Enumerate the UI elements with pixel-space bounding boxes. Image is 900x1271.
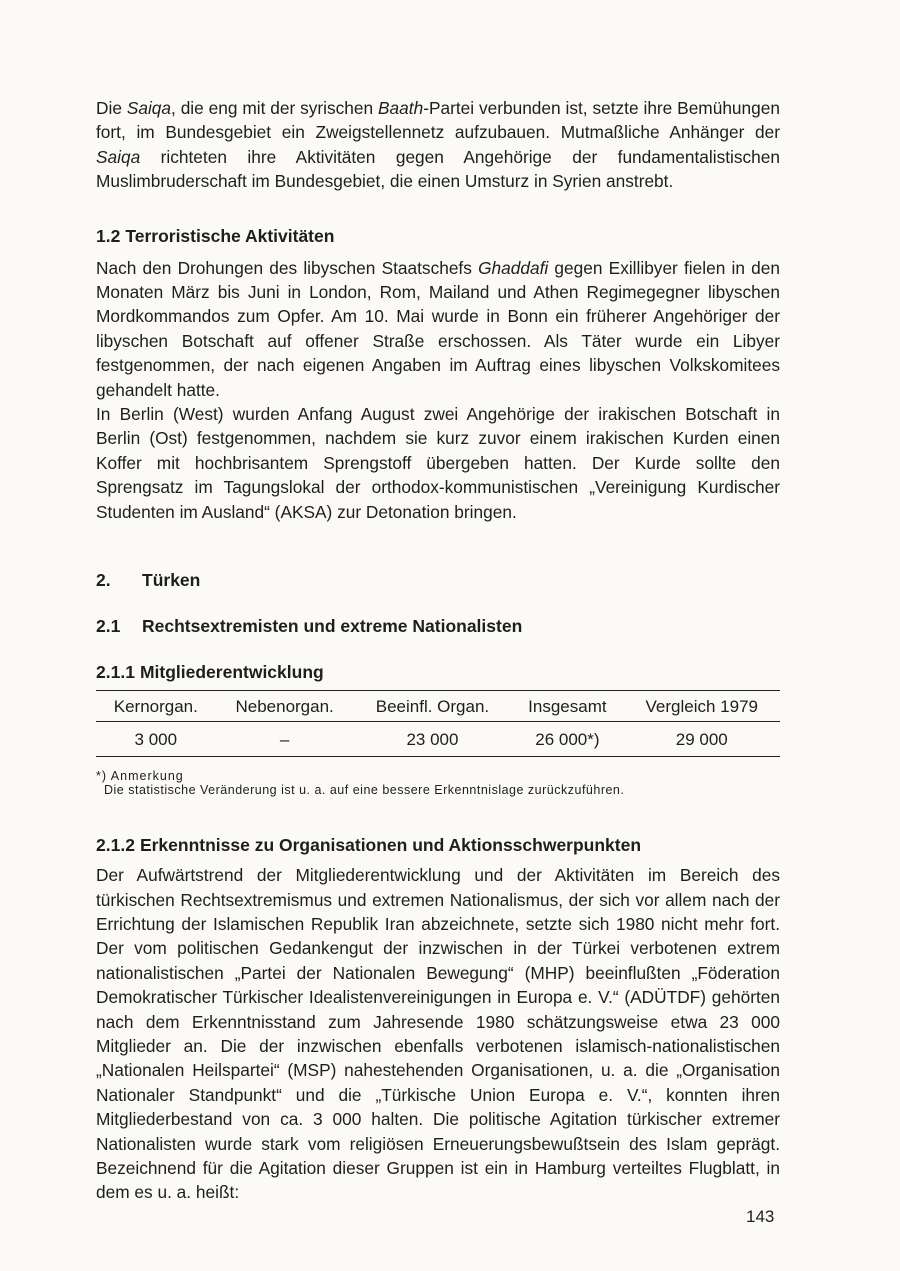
section-number: 1.2 bbox=[96, 225, 121, 246]
section-heading-2-1 bbox=[96, 614, 780, 638]
table-cell: 26 000*) bbox=[511, 722, 623, 757]
intro-text: -Partei verbunden ist, setzte ihre Bemühungen fort, im Bundesgebiet ein Zweigstellennetz aufzubauen. Mutmaßliche Anhänger der bbox=[96, 98, 780, 143]
intro-text: richteten ihre Aktivitäten gegen Angehörige der fundamentalistischen Muslimbruderschaft im Bundesgebiet, die einen Umsturz in Syrien anstrebt. bbox=[96, 146, 780, 192]
intro-saiqa-term: Saiqa bbox=[96, 146, 141, 167]
section-title: Rechtsextremisten und extreme Nationalisten bbox=[142, 616, 523, 637]
table-header-cell: Nebenorgan. bbox=[216, 691, 354, 722]
section-heading-2-1-2 bbox=[96, 833, 780, 857]
terror-paragraph-2: In Berlin (West) wurden Anfang August zwei Angehörige der irakischen Botschaft in Berlin (Ost) festgenommen, nachdem sie kurz zuvor einem irakischen Kurden einen Koffer mit hochbrisantem Sprengstoff übergeben hatten. Der Kurde sollte den Sprengsatz im Tagungslokal der orthodox-kommunistischen „Vereinigung Kurdischer Studenten im Ausland“ (AKSA) zur Detonation bringen. bbox=[96, 404, 780, 522]
paragraph-text: gegen Exillibyer fielen in den Monaten März bis Juni in London, Rom, Mailand und Athen Regimegegner libyschen Mordkommandos zum Opfer. Am 10. Mai wurde in Bonn ein früherer Angehöriger der libyschen Botschaft auf offener Straße erschossen. Als Täter wurde ein Libyer festgenommen, der nach eigenen Angaben im Auftrag eines libyschen Volkskomitees gehandelt hatte. bbox=[96, 257, 780, 400]
organisations-paragraph: Der Aufwärtstrend der Mitgliederentwicklung und der Aktivitäten im Bereich des türkischen Rechtsextremismus und extremen Nationalismus, der sich vor allem nach der Errichtung der Islamischen Republik Iran abzeichnete, setzte sich 1980 nicht mehr fort. Der vom politischen Gedankengut der inzwischen in der Türkei verbotenen extrem nationalistischen „Partei der Nationalen Bewegung“ (MHP) beeinflußten „Föderation Demokratischer Türkischer Idealistenvereinigungen in Europa e. V.“ (ADÜTDF) gehörten nach dem Erkenntnisstand zum Jahresende 1980 schätzungsweise etwa 23 000 Mitglieder an. Die der inzwischen ebenfalls verbotenen islamisch-nationalistischen „Nationalen Heilspartei“ (MSP) nahestehenden Organisationen, u. a. die „Organisation Nationaler Standpunkt“ und die „Türkische Union Europa e. V.“, konnten ihren Mitgliederbestand von ca. 3 000 halten. Die politische Agitation türkischer extremer Nationalisten wurde stark vom religiösen Erneuerungsbewußtsein des Islam geprägt. Bezeichnend für die Agitation dieser Gruppen ist ein in Hamburg verteiltes Flugblatt, in dem es u. a. heißt: bbox=[96, 865, 780, 1203]
membership-table bbox=[96, 690, 780, 757]
intro-text: , die eng mit der syrischen bbox=[171, 98, 379, 118]
intro-baath-term: Baath bbox=[378, 98, 424, 118]
table-header-row bbox=[96, 691, 780, 722]
table-footnote bbox=[96, 769, 780, 797]
section-heading-1-2 bbox=[96, 224, 780, 248]
section-heading-2 bbox=[96, 568, 780, 592]
intro-saiqa-term: Saiqa bbox=[126, 98, 172, 118]
section-title: Terroristische Aktivitäten bbox=[125, 225, 335, 246]
section-title: Erkenntnisse zu Organisationen und Aktionsschwerpunkten bbox=[139, 835, 642, 856]
section-heading-2-1-1 bbox=[96, 660, 780, 684]
table-header-cell: Kernorgan. bbox=[96, 691, 216, 722]
footnote-text: Die statistische Veränderung ist u. a. auf eine bessere Erkenntnislage zurückzuführen. bbox=[104, 783, 625, 798]
section-number: 2. bbox=[96, 570, 111, 591]
table-cell: 23 000 bbox=[354, 722, 512, 757]
table-cell: – bbox=[216, 722, 354, 757]
intro-paragraph bbox=[96, 96, 780, 194]
page-number: 143 bbox=[746, 1207, 775, 1226]
section-title: Türken bbox=[142, 570, 201, 591]
paragraph-text: Nach den Drohungen des libyschen Staatschefs bbox=[96, 257, 479, 278]
intro-text: Die bbox=[96, 98, 127, 118]
table-cell: 29 000 bbox=[624, 722, 780, 757]
document-page bbox=[96, 96, 780, 1205]
table-row bbox=[96, 722, 780, 757]
table-header-cell: Insgesamt bbox=[511, 691, 623, 722]
section-number: 2.1.1 bbox=[96, 662, 135, 683]
table-header-cell: Vergleich 1979 bbox=[624, 691, 780, 722]
ghaddafi-name: Ghaddafi bbox=[478, 257, 549, 278]
section-number: 2.1.2 bbox=[96, 835, 135, 856]
table-header-cell: Beeinfl. Organ. bbox=[354, 691, 512, 722]
table-cell: 3 000 bbox=[96, 722, 216, 757]
section-number: 2.1 bbox=[96, 616, 121, 637]
footnote-label: *) Anmerkung bbox=[96, 769, 184, 784]
section-title: Mitgliederentwicklung bbox=[139, 662, 324, 683]
terror-paragraph-1 bbox=[96, 256, 780, 402]
